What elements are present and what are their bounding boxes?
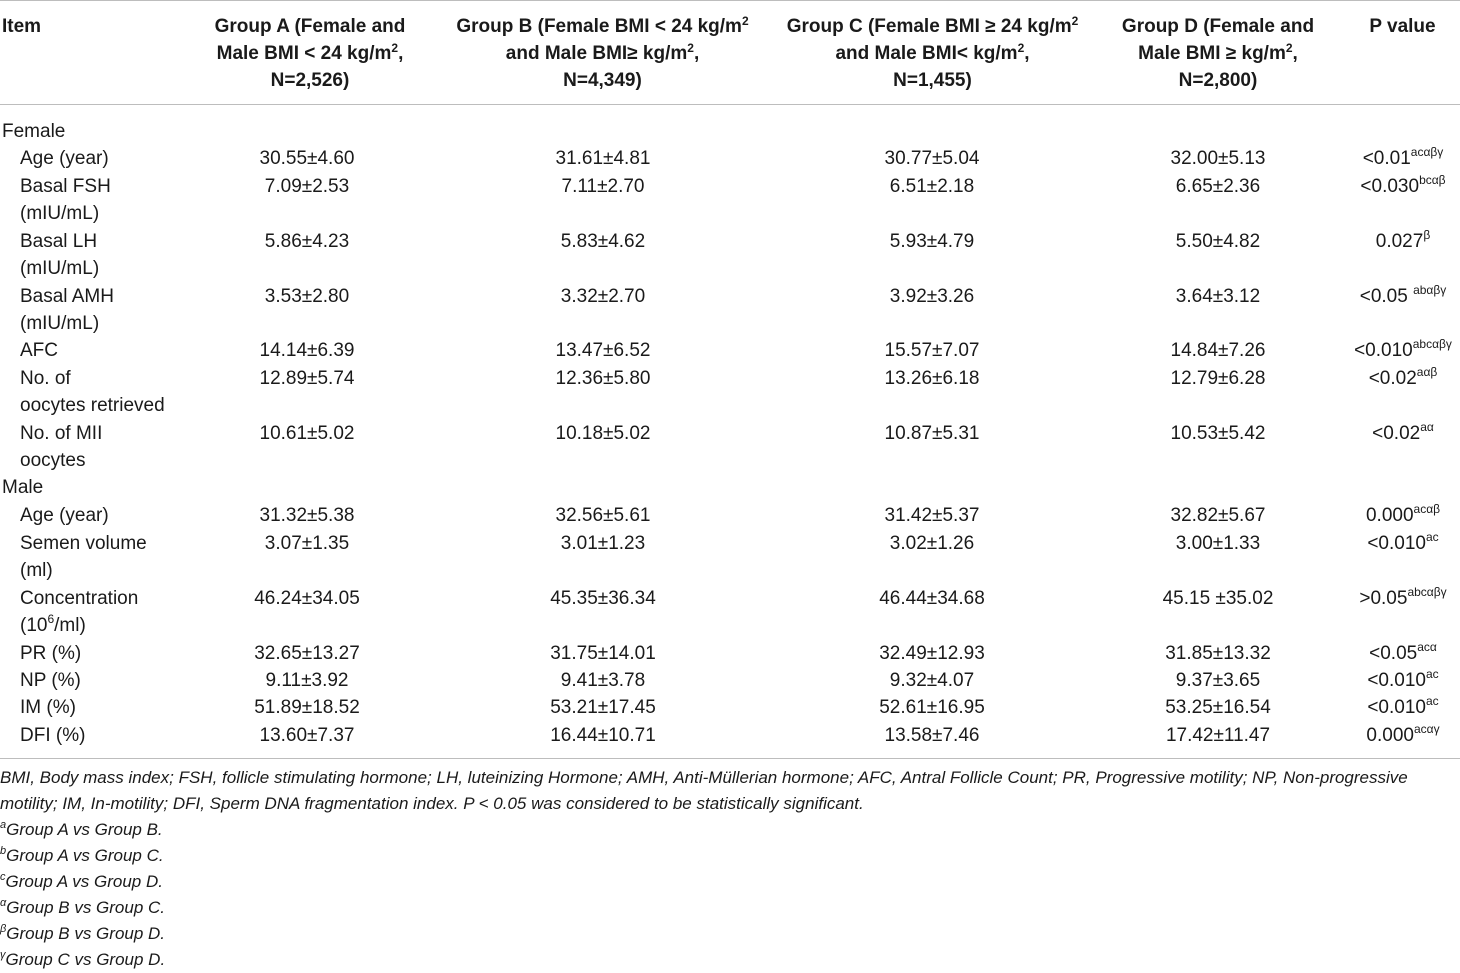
cell-group-a: 10.61±5.02: [259, 423, 355, 444]
row-label: Basal AMH (mIU/mL): [20, 286, 114, 334]
cell-group-b: 3.01±1.23: [560, 533, 646, 554]
footnote: $^\beta$Group B vs Group D.: [0, 923, 166, 943]
cell-group-b: 9.41±3.78: [560, 670, 646, 691]
cell-group-b: 12.36±5.80: [555, 368, 651, 389]
row-label: DFI (%): [20, 725, 86, 746]
cell-group-a: 13.60±7.37: [259, 725, 355, 746]
cell-group-d: 45.15 ±35.02: [1162, 588, 1274, 609]
cell-group-b: 3.32±2.70: [560, 286, 646, 307]
section-label: Female: [2, 121, 66, 142]
cell-group-b: 10.18±5.02: [555, 423, 651, 444]
cell-group-d: 53.25±16.54: [1165, 697, 1271, 718]
table-header: [0, 0, 1460, 105]
cell-group-d: 17.42±11.47: [1165, 725, 1271, 746]
cell-p-value: $0.000^{ac\alpha\beta}$: [1365, 502, 1441, 526]
cell-p-value: $0.027^\beta$: [1375, 228, 1431, 252]
header-group-c: Group C (Female BMI ≥ 24 $kg/m^2$ and Male $BMI< kg/m^2$, N=1,455): [786, 14, 1079, 91]
cell-group-d: 14.84±7.26: [1170, 340, 1266, 361]
cell-p-value: <0.05 $^{ab\alpha\beta\gamma}$: [1359, 283, 1447, 307]
abbrev-line: BMI, Body mass index; FSH, follicle stimulating hormone; LH, luteinizing Hormone; AMH, Anti-Müllerian hormone; AFC, Antral Follicle Count; PR, Progressive motility; NP, Non-progressive: [0, 768, 1408, 787]
cell-group-b: 5.83±4.62: [560, 231, 646, 252]
row-label: No. of oocytes retrieved: [20, 368, 165, 416]
cell-group-b: 31.75±14.01: [550, 643, 656, 664]
cell-group-d: 5.50±4.82: [1175, 231, 1261, 252]
cell-p-value: $<0.05^{ac\alpha}$: [1369, 640, 1437, 664]
cell-group-c: 3.92±3.26: [889, 286, 975, 307]
row-label: No. of MII oocytes: [20, 423, 103, 471]
header-group-b: Group B (Female BMI < 24 $kg/m^2$ and Male $BMI\ge kg/m^2$, N=4,349): [456, 14, 749, 91]
row-label: Semen volume (ml): [20, 533, 147, 581]
header-item: Item: [2, 16, 42, 37]
cell-group-d: 31.85±13.32: [1165, 643, 1271, 664]
footnote: $^\alpha$Group B vs Group C.: [0, 897, 166, 917]
cell-group-d: 3.64±3.12: [1175, 286, 1261, 307]
table-footnotes: [0, 765, 1460, 973]
cell-group-a: 3.07±1.35: [264, 533, 350, 554]
cell-group-b: 32.56±5.61: [555, 505, 651, 526]
row-label: Age (year): [20, 148, 109, 169]
cell-group-c: 10.87±5.31: [884, 423, 980, 444]
cell-group-d: 32.00±5.13: [1170, 148, 1266, 169]
row-label: NP (%): [20, 670, 81, 691]
cell-group-c: 32.49±12.93: [879, 643, 985, 664]
cell-group-a: 7.09±2.53: [264, 176, 350, 197]
cell-p-value: $0.000^{ac\alpha\gamma}$: [1366, 722, 1440, 746]
row-label: PR (%): [20, 643, 82, 664]
cell-group-d: 9.37±3.65: [1175, 670, 1261, 691]
cell-group-a: 12.89±5.74: [259, 368, 355, 389]
cell-p-value: $<0.02^{a\alpha\beta}$: [1368, 365, 1438, 389]
table-bottom-rule: [0, 758, 1460, 759]
footnote: $^\gamma$Group C vs Group D.: [0, 949, 166, 969]
cell-group-a: 31.32±5.38: [259, 505, 355, 526]
cell-group-a: 9.11±3.92: [265, 670, 349, 691]
cell-group-d: 10.53±5.42: [1170, 423, 1266, 444]
section-label: Male: [2, 477, 44, 498]
cell-p-value: <0.010$^{ac}$: [1367, 530, 1439, 554]
cell-group-b: 7.11±2.70: [561, 176, 645, 197]
cell-group-a: 51.89±18.52: [254, 697, 360, 718]
cell-p-value: $<0.02^{a\alpha}$: [1372, 420, 1434, 444]
row-label: Basal FSH (mIU/mL): [20, 176, 111, 224]
abbrev-line: motility; IM, In-motility; DFI, Sperm DNA fragmentation index. P < 0.05 was considered to be statistically significant.: [0, 794, 864, 813]
cell-group-a: 32.65±13.27: [254, 643, 360, 664]
cell-p-value: $>0.05^{abc\alpha\beta\gamma}$: [1359, 585, 1447, 609]
cell-group-c: 30.77±5.04: [884, 148, 980, 169]
row-label: Concentration $(10^6/ml)$: [20, 588, 139, 636]
cell-group-b: 45.35±36.34: [550, 588, 656, 609]
cell-group-c: 15.57±7.07: [884, 340, 980, 361]
cell-group-b: 31.61±4.81: [555, 148, 651, 169]
row-label: AFC: [20, 340, 58, 361]
cell-group-d: 32.82±5.67: [1170, 505, 1266, 526]
cell-p-value: <0.010$^{ac}$: [1367, 667, 1439, 691]
cell-group-d: 6.65±2.36: [1175, 176, 1261, 197]
cell-group-c: 13.58±7.46: [884, 725, 980, 746]
cell-group-a: 46.24±34.05: [254, 588, 360, 609]
header-group-a: Group A (Female and Male BMI < 24 $kg/m^2$, N=2,526): [214, 16, 406, 91]
cell-group-c: 9.32±4.07: [889, 670, 975, 691]
row-label: Age (year): [20, 505, 109, 526]
cell-group-b: 53.21±17.45: [550, 697, 656, 718]
cell-group-a: 3.53±2.80: [264, 286, 350, 307]
cell-group-c: 3.02±1.26: [889, 533, 975, 554]
cell-group-b: 13.47±6.52: [555, 340, 651, 361]
row-label: Basal LH (mIU/mL): [20, 231, 100, 279]
cell-group-c: 31.42±5.37: [884, 505, 980, 526]
cell-p-value: $<0.030^{bc\alpha\beta}$: [1360, 173, 1446, 197]
cell-group-c: 6.51±2.18: [889, 176, 975, 197]
cell-p-value: $<0.01^{ac\alpha\beta\gamma}$: [1362, 145, 1444, 169]
footnote: $^a$Group A vs Group B.: [0, 819, 163, 839]
cell-group-c: 13.26±6.18: [884, 368, 980, 389]
cell-p-value: <0.010$^{ac}$: [1367, 694, 1439, 718]
footnote: $^c$Group A vs Group D.: [0, 871, 163, 891]
cell-p-value: $<0.010^{abc\alpha\beta\gamma}$: [1354, 337, 1452, 361]
cell-group-b: 16.44±10.71: [550, 725, 656, 746]
row-label: IM (%): [20, 697, 76, 718]
cell-group-d: 3.00±1.33: [1175, 533, 1261, 554]
cell-group-c: 46.44±34.68: [879, 588, 985, 609]
cell-group-c: 52.61±16.95: [879, 697, 985, 718]
footnote: $^b$Group A vs Group C.: [0, 845, 164, 865]
cell-group-a: 5.86±4.23: [264, 231, 350, 252]
cell-group-a: 14.14±6.39: [259, 340, 355, 361]
header-group-d: Group D (Female and Male BMI ≥ $kg/m^2$, N=2,800): [1121, 16, 1315, 91]
cell-group-d: 12.79±6.28: [1170, 368, 1266, 389]
cell-group-a: 30.55±4.60: [259, 148, 355, 169]
cell-group-c: 5.93±4.79: [889, 231, 975, 252]
header-p-value: P value: [1369, 16, 1436, 37]
